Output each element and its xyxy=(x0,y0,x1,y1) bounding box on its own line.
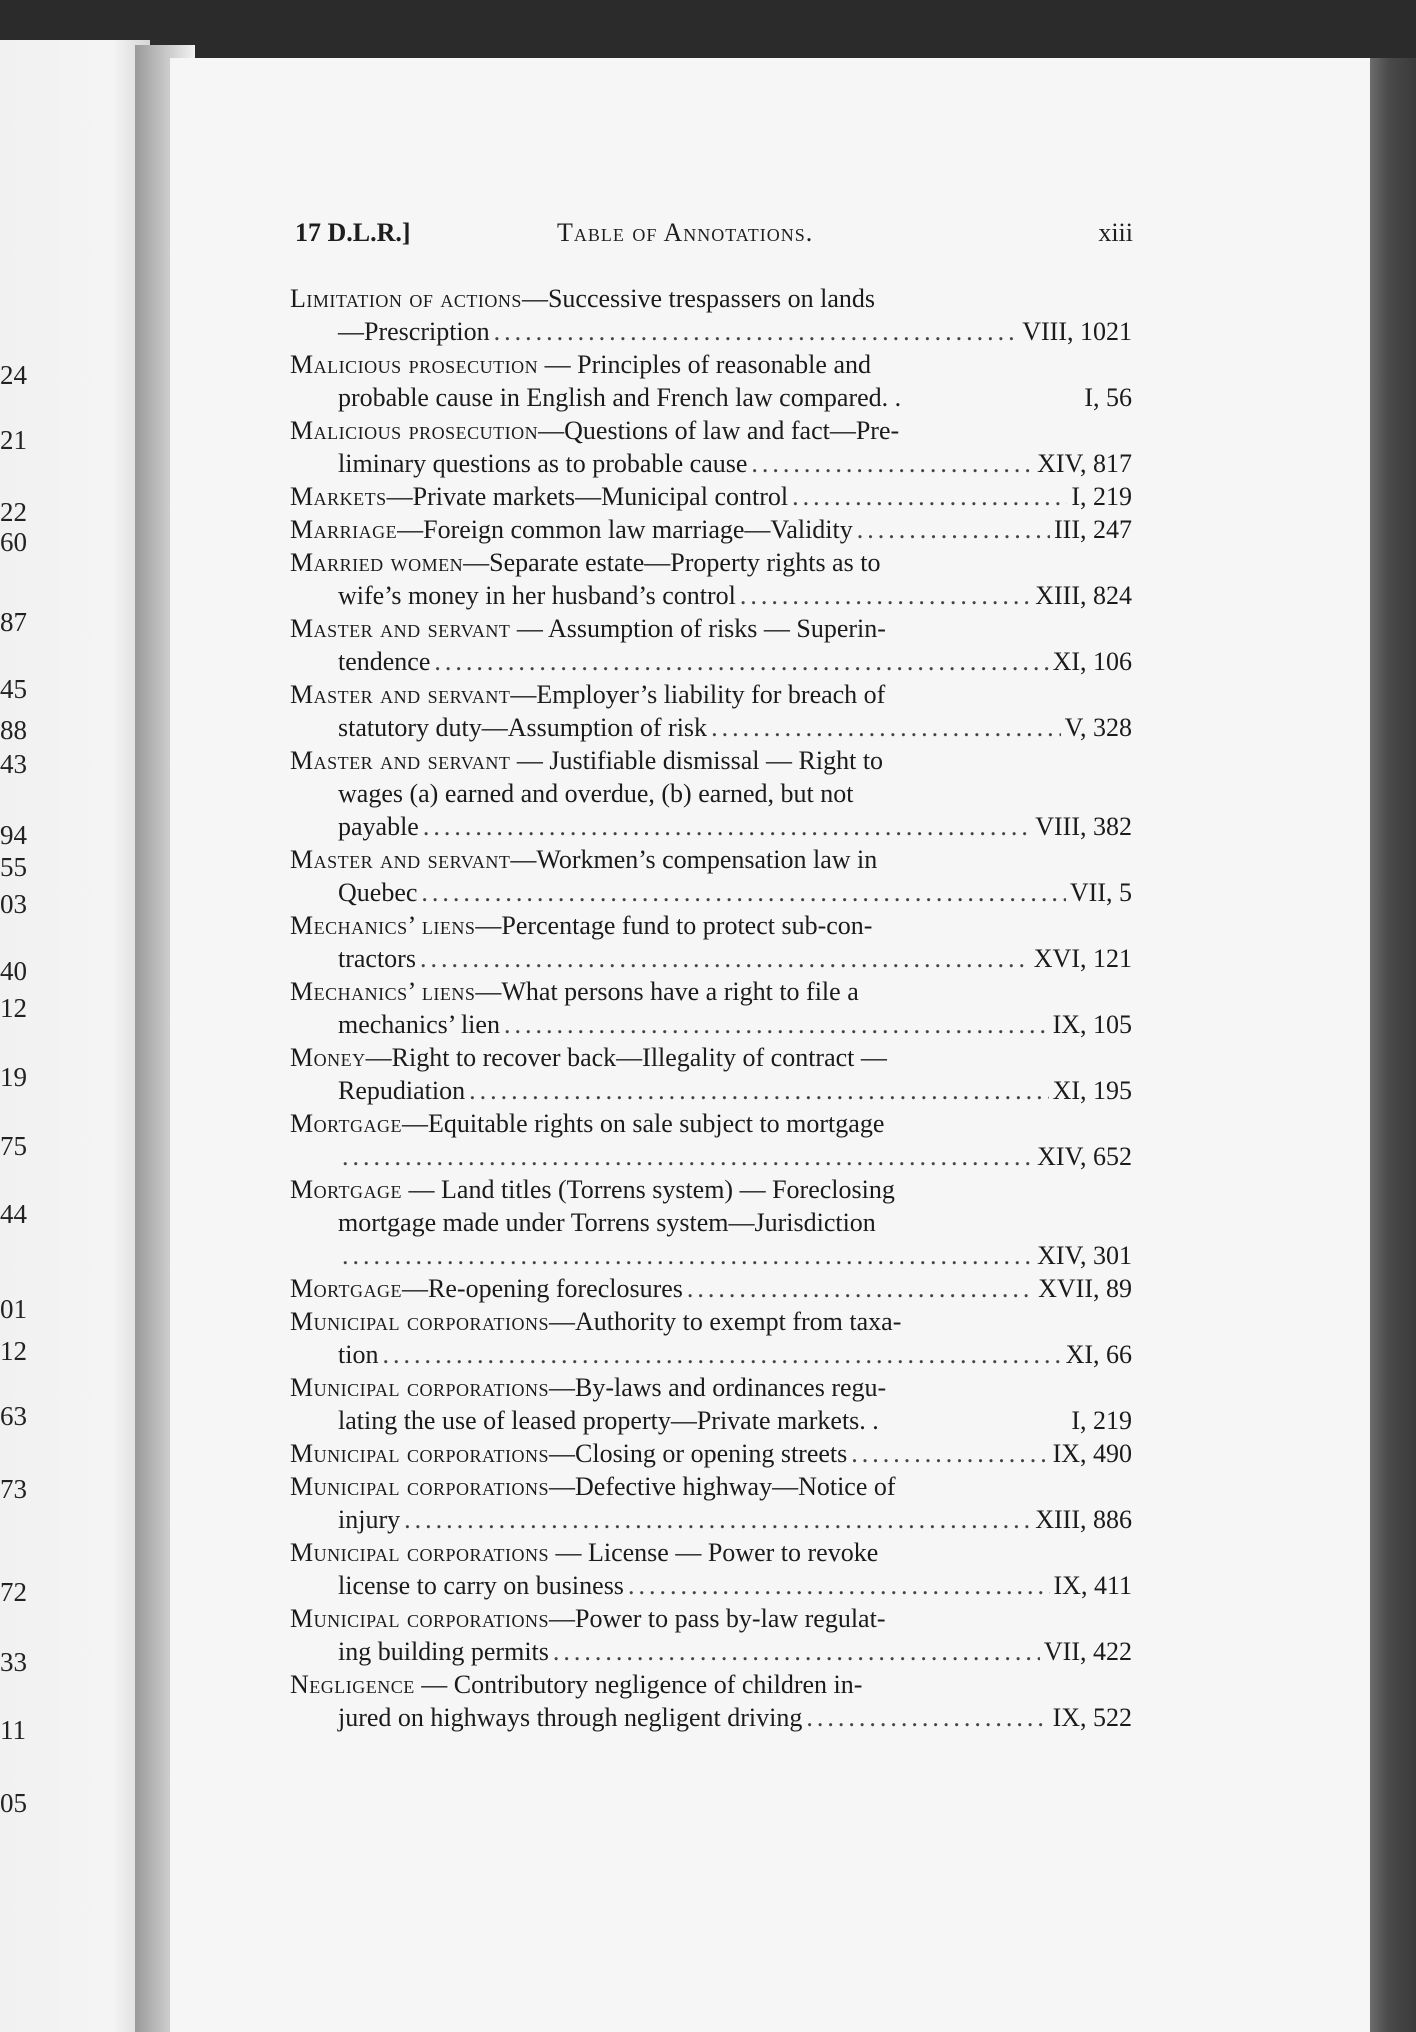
volume-page-reference: XI, 66 xyxy=(1065,1340,1132,1369)
entry-heading: Markets xyxy=(290,482,387,511)
dot-leader xyxy=(342,1140,1033,1173)
dot-leader xyxy=(469,1074,1048,1107)
volume-page-reference: IX, 105 xyxy=(1052,1010,1132,1039)
entry-text: injury xyxy=(338,1505,401,1534)
entry-text: jured on highways through negligent driving xyxy=(338,1703,803,1732)
dot-leader xyxy=(421,876,1066,909)
dot-leader xyxy=(342,1239,1033,1272)
left-page-number: 60 xyxy=(0,527,27,557)
volume-page-reference: XVII, 89 xyxy=(1038,1274,1132,1303)
entry-text: —Authority to exempt from taxa- xyxy=(549,1307,902,1336)
entry-text: — License — Power to revoke xyxy=(549,1538,879,1567)
left-page-number: 63 xyxy=(0,1401,27,1431)
entry-heading: Money xyxy=(290,1043,366,1072)
entry-text: —Employer’s liability for breach of xyxy=(510,680,886,709)
annotation-entry xyxy=(290,414,1132,480)
left-page-number: 40 xyxy=(0,956,27,986)
annotation-entry xyxy=(290,1371,1132,1437)
left-page-number: 43 xyxy=(0,749,27,779)
dot-leader xyxy=(494,315,1019,348)
dot-leader xyxy=(628,1569,1050,1602)
dot-leader xyxy=(404,1503,1031,1536)
entry-heading: Married women xyxy=(290,548,464,577)
book-edge xyxy=(1370,58,1416,2032)
left-page-number: 73 xyxy=(0,1474,27,1504)
entry-heading: Mortgage xyxy=(290,1274,403,1303)
volume-page-reference: IX, 411 xyxy=(1053,1571,1132,1600)
entry-heading: Master and servant xyxy=(290,680,511,709)
left-page-number: 44 xyxy=(0,1199,27,1229)
entry-text: license to carry on business xyxy=(338,1571,624,1600)
entry-text: — Justifiable dismissal — Right to xyxy=(510,746,884,775)
entry-heading: Master and servant xyxy=(290,845,511,874)
entry-text: tendence xyxy=(338,647,431,676)
entry-text: —Foreign common law marriage—Validity xyxy=(397,515,853,544)
entry-text: —Prescription xyxy=(338,317,490,346)
entry-text: Quebec xyxy=(338,878,418,907)
entry-heading: Mechanics’ liens xyxy=(290,977,476,1006)
entry-text: —Power to pass by-law regulat- xyxy=(549,1604,886,1633)
entry-text: —Separate estate—Property rights as to xyxy=(463,548,881,577)
entry-text: —Workmen’s compensation law in xyxy=(510,845,878,874)
entry-text: mortgage made under Torrens system—Jurisdiction xyxy=(338,1208,876,1237)
left-page-number: 87 xyxy=(0,607,27,637)
dot-leader xyxy=(434,645,1048,678)
volume-page-reference: XIV, 652 xyxy=(1037,1142,1132,1171)
annotation-entry xyxy=(290,1173,1132,1272)
entry-text: mechanics’ lien xyxy=(338,1010,500,1039)
volume-page-reference: XI, 195 xyxy=(1052,1076,1132,1105)
volume-page-reference: XI, 106 xyxy=(1052,647,1132,676)
entry-heading: Negligence xyxy=(290,1670,415,1699)
entry-text: probable cause in English and French law compared. . xyxy=(338,383,902,412)
dot-leader xyxy=(711,711,1061,744)
annotation-entry xyxy=(290,975,1132,1041)
annotation-entry xyxy=(290,282,1132,348)
annotation-entry xyxy=(290,1305,1132,1371)
annotation-entry xyxy=(290,843,1132,909)
entry-text: —Private markets—Municipal control xyxy=(386,482,789,511)
entry-heading: Mortgage xyxy=(290,1109,403,1138)
annotation-entry xyxy=(290,744,1132,843)
left-page-number: 11 xyxy=(0,1715,26,1745)
left-page-number: 24 xyxy=(0,360,27,390)
entry-heading: Marriage xyxy=(290,515,398,544)
annotation-entry xyxy=(290,1437,1132,1470)
entry-heading: Municipal corporations xyxy=(290,1604,549,1633)
dot-leader xyxy=(806,1701,1048,1734)
left-page-number: 88 xyxy=(0,715,27,745)
entry-heading: Municipal corporations xyxy=(290,1439,549,1468)
left-page-number: 12 xyxy=(0,1336,27,1366)
annotation-entry xyxy=(290,1668,1132,1734)
entry-heading: Mechanics’ liens xyxy=(290,911,476,940)
annotation-entry xyxy=(290,1602,1132,1668)
annotation-entry xyxy=(290,1107,1132,1173)
annotation-entry xyxy=(290,1470,1132,1536)
dot-leader xyxy=(423,810,1031,843)
volume-page-reference: IX, 490 xyxy=(1052,1439,1132,1468)
entry-text: —Equitable rights on sale subject to mortgage xyxy=(402,1109,885,1138)
left-page-number: 03 xyxy=(0,889,27,919)
left-page-number: 01 xyxy=(0,1294,27,1324)
annotation-entry xyxy=(290,612,1132,678)
left-page-number: 21 xyxy=(0,425,27,455)
dot-leader xyxy=(740,579,1031,612)
entry-text: statutory duty—Assumption of risk xyxy=(338,713,708,742)
annotation-entry xyxy=(290,1272,1132,1305)
entry-text: wife’s money in her husband’s control xyxy=(338,581,736,610)
entry-text: ing building permits xyxy=(338,1637,549,1666)
entry-text: liminary questions as to probable cause xyxy=(338,449,748,478)
left-page-number: 94 xyxy=(0,820,27,850)
entry-text: —Percentage fund to protect sub-con- xyxy=(475,911,873,940)
entry-text: —Defective highway—Notice of xyxy=(549,1472,896,1501)
left-page-number: 45 xyxy=(0,674,27,704)
volume-page-reference: VIII, 382 xyxy=(1035,812,1132,841)
page-number: xiii xyxy=(1098,218,1133,247)
entry-text: — Principles of reasonable and xyxy=(538,350,871,379)
left-page-number: 72 xyxy=(0,1577,27,1607)
entry-heading: Master and servant xyxy=(290,614,511,643)
volume-page-reference: XIII, 886 xyxy=(1035,1505,1132,1534)
entry-text: —By-laws and ordinances regu- xyxy=(549,1373,887,1402)
dot-leader xyxy=(504,1008,1049,1041)
entry-heading: Municipal corporations xyxy=(290,1538,549,1567)
annotation-entry xyxy=(290,1041,1132,1107)
dot-leader xyxy=(420,942,1030,975)
entry-text: payable xyxy=(338,812,419,841)
dot-leader xyxy=(687,1272,1034,1305)
volume-page-reference: IX, 522 xyxy=(1052,1703,1132,1732)
volume-page-reference: XIII, 824 xyxy=(1035,581,1132,610)
annotation-entry xyxy=(290,909,1132,975)
left-page-number: 05 xyxy=(0,1788,27,1818)
entry-heading: Malicious prosecution xyxy=(290,416,539,445)
dot-leader xyxy=(792,480,1067,513)
entry-text: —Successive trespassers on lands xyxy=(521,284,876,313)
volume-reference: 17 D.L.R.] xyxy=(295,218,411,247)
entry-heading: Malicious prosecution xyxy=(290,350,539,379)
entry-text: —Right to recover back—Illegality of contract — xyxy=(365,1043,887,1072)
dot-leader xyxy=(553,1635,1040,1668)
dot-leader xyxy=(857,513,1050,546)
running-head xyxy=(295,218,1133,258)
entry-text: tion xyxy=(338,1340,379,1369)
dot-leader xyxy=(382,1338,1061,1371)
dot-leader xyxy=(751,447,1033,480)
left-page-number: 75 xyxy=(0,1131,27,1161)
entry-text: — Contributory negligence of children in- xyxy=(414,1670,863,1699)
annotation-entry xyxy=(290,513,1132,546)
entry-heading: Mortgage xyxy=(290,1175,403,1204)
volume-page-reference: VII, 422 xyxy=(1043,1637,1132,1666)
entry-heading: Municipal corporations xyxy=(290,1307,549,1336)
volume-page-reference: I, 219 xyxy=(1071,482,1132,511)
entry-heading: Limitation of actions xyxy=(290,284,522,313)
volume-page-reference: I, 56 xyxy=(1084,383,1132,412)
volume-page-reference: VIII, 1021 xyxy=(1022,317,1132,346)
volume-page-reference: I, 219 xyxy=(1071,1406,1132,1435)
annotation-entry xyxy=(290,348,1132,414)
volume-page-reference: XVI, 121 xyxy=(1033,944,1132,973)
page-title: Table of Annotations. xyxy=(557,218,814,247)
entry-text: — Land titles (Torrens system) — Foreclosing xyxy=(402,1175,895,1204)
entry-text: lating the use of leased property—Private markets. . xyxy=(338,1406,879,1435)
entry-text: —Re-opening foreclosures xyxy=(402,1274,683,1303)
entry-text: — Assumption of risks — Superin- xyxy=(510,614,886,643)
left-page-number: 33 xyxy=(0,1647,27,1677)
entry-heading: Municipal corporations xyxy=(290,1472,549,1501)
volume-page-reference: VII, 5 xyxy=(1069,878,1132,907)
annotation-entry xyxy=(290,1536,1132,1602)
entry-text: —Closing or opening streets xyxy=(549,1439,848,1468)
annotation-entry xyxy=(290,546,1132,612)
entry-text: Repudiation xyxy=(338,1076,466,1105)
entry-text: —Questions of law and fact—Pre- xyxy=(538,416,900,445)
left-page-number: 22 xyxy=(0,497,27,527)
left-page-number: 55 xyxy=(0,852,27,882)
volume-page-reference: XIV, 817 xyxy=(1037,449,1132,478)
entry-text: tractors xyxy=(338,944,416,973)
left-page-number: 12 xyxy=(0,993,27,1023)
annotation-list xyxy=(290,282,1132,1734)
dot-leader xyxy=(851,1437,1048,1470)
entry-text: —What persons have a right to file a xyxy=(475,977,859,1006)
entry-heading: Municipal corporations xyxy=(290,1373,549,1402)
left-page-number: 19 xyxy=(0,1062,27,1092)
entry-heading: Master and servant xyxy=(290,746,511,775)
annotation-entry xyxy=(290,480,1132,513)
volume-page-reference: III, 247 xyxy=(1054,515,1132,544)
annotation-entry xyxy=(290,678,1132,744)
volume-page-reference: XIV, 301 xyxy=(1037,1241,1132,1270)
volume-page-reference: V, 328 xyxy=(1064,713,1132,742)
entry-text: wages (a) earned and overdue, (b) earned, but not xyxy=(338,779,854,808)
